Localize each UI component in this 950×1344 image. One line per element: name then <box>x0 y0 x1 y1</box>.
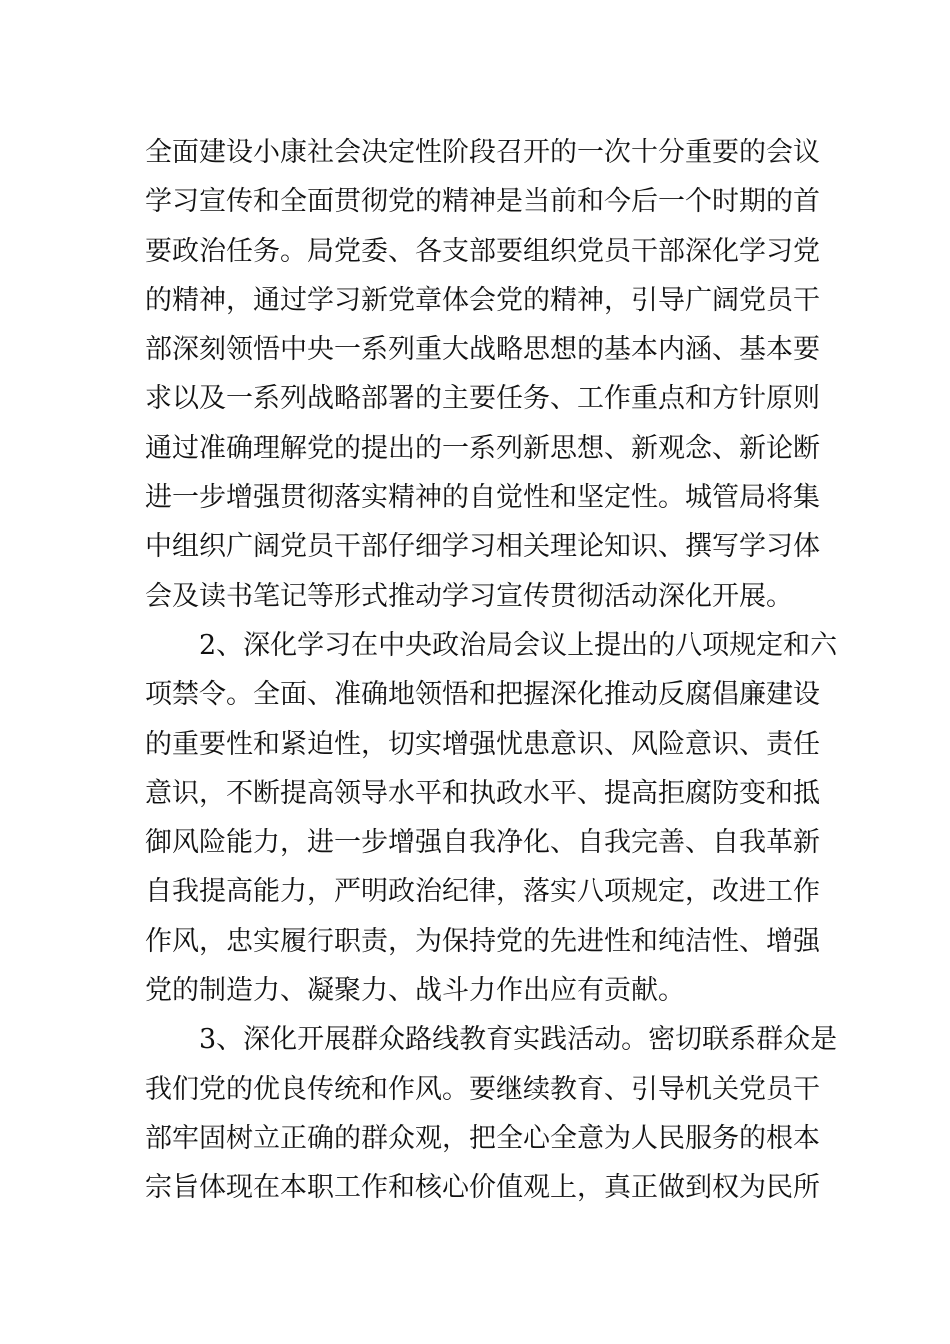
text-line: 进一步增强贯彻落实精神的自觉性和坚定性。城管局将集 <box>145 482 820 514</box>
text-line: 通过准确理解党的提出的一系列新思想、新观念、新论断 <box>145 432 820 464</box>
paragraph-1 <box>145 128 820 621</box>
text-line: 党的制造力、凝聚力、战斗力作出应有贡献。 <box>145 975 685 1007</box>
text-line: 作风，忠实履行职责，为保持党的先进性和纯洁性、增强 <box>145 925 820 957</box>
text-line: 2、深化学习在中央政治局会议上提出的八项规定和六 <box>199 629 838 661</box>
text-line: 项禁令。全面、准确地领悟和把握深化推动反腐倡廉建设 <box>145 679 820 711</box>
text-line: 宗旨体现在本职工作和核心价值观上，真正做到权为民所 <box>145 1172 820 1204</box>
text-line: 中组织广阔党员干部仔细学习相关理论知识、撰写学习体 <box>145 531 820 563</box>
text-line: 我们党的优良传统和作风。要继续教育、引导机关党员干 <box>145 1073 820 1105</box>
text-line: 意识，不断提高领导水平和执政水平、提高拒腐防变和抵 <box>145 777 820 809</box>
paragraph-2 <box>145 621 838 1015</box>
text-line: 部深刻领悟中央一系列重大战略思想的基本内涵、基本要 <box>145 334 820 366</box>
text-line: 部牢固树立正确的群众观，把全心全意为人民服务的根本 <box>145 1122 820 1154</box>
text-line: 学习宣传和全面贯彻党的精神是当前和今后一个时期的首 <box>145 186 820 218</box>
text-line: 要政治任务。局党委、各支部要组织党员干部深化学习党 <box>145 235 820 267</box>
text-line: 会及读书笔记等形式推动学习宣传贯彻活动深化开展。 <box>145 580 793 612</box>
text-line: 御风险能力，进一步增强自我净化、自我完善、自我革新 <box>145 827 820 859</box>
text-line: 的重要性和紧迫性，切实增强忧患意识、风险意识、责任 <box>145 728 820 760</box>
text-line: 全面建设小康社会决定性阶段召开的一次十分重要的会议 <box>145 137 820 168</box>
text-line: 求以及一系列战略部署的主要任务、工作重点和方针原则 <box>145 383 820 415</box>
text-line: 自我提高能力，严明政治纪律，落实八项规定，改进工作 <box>145 876 820 908</box>
text-line: 的精神，通过学习新党章体会党的精神，引导广阔党员干 <box>145 284 820 316</box>
paragraph-3 <box>145 1015 838 1212</box>
document-body <box>145 128 838 1213</box>
text-line: 3、深化开展群众路线教育实践活动。密切联系群众是 <box>199 1024 838 1056</box>
